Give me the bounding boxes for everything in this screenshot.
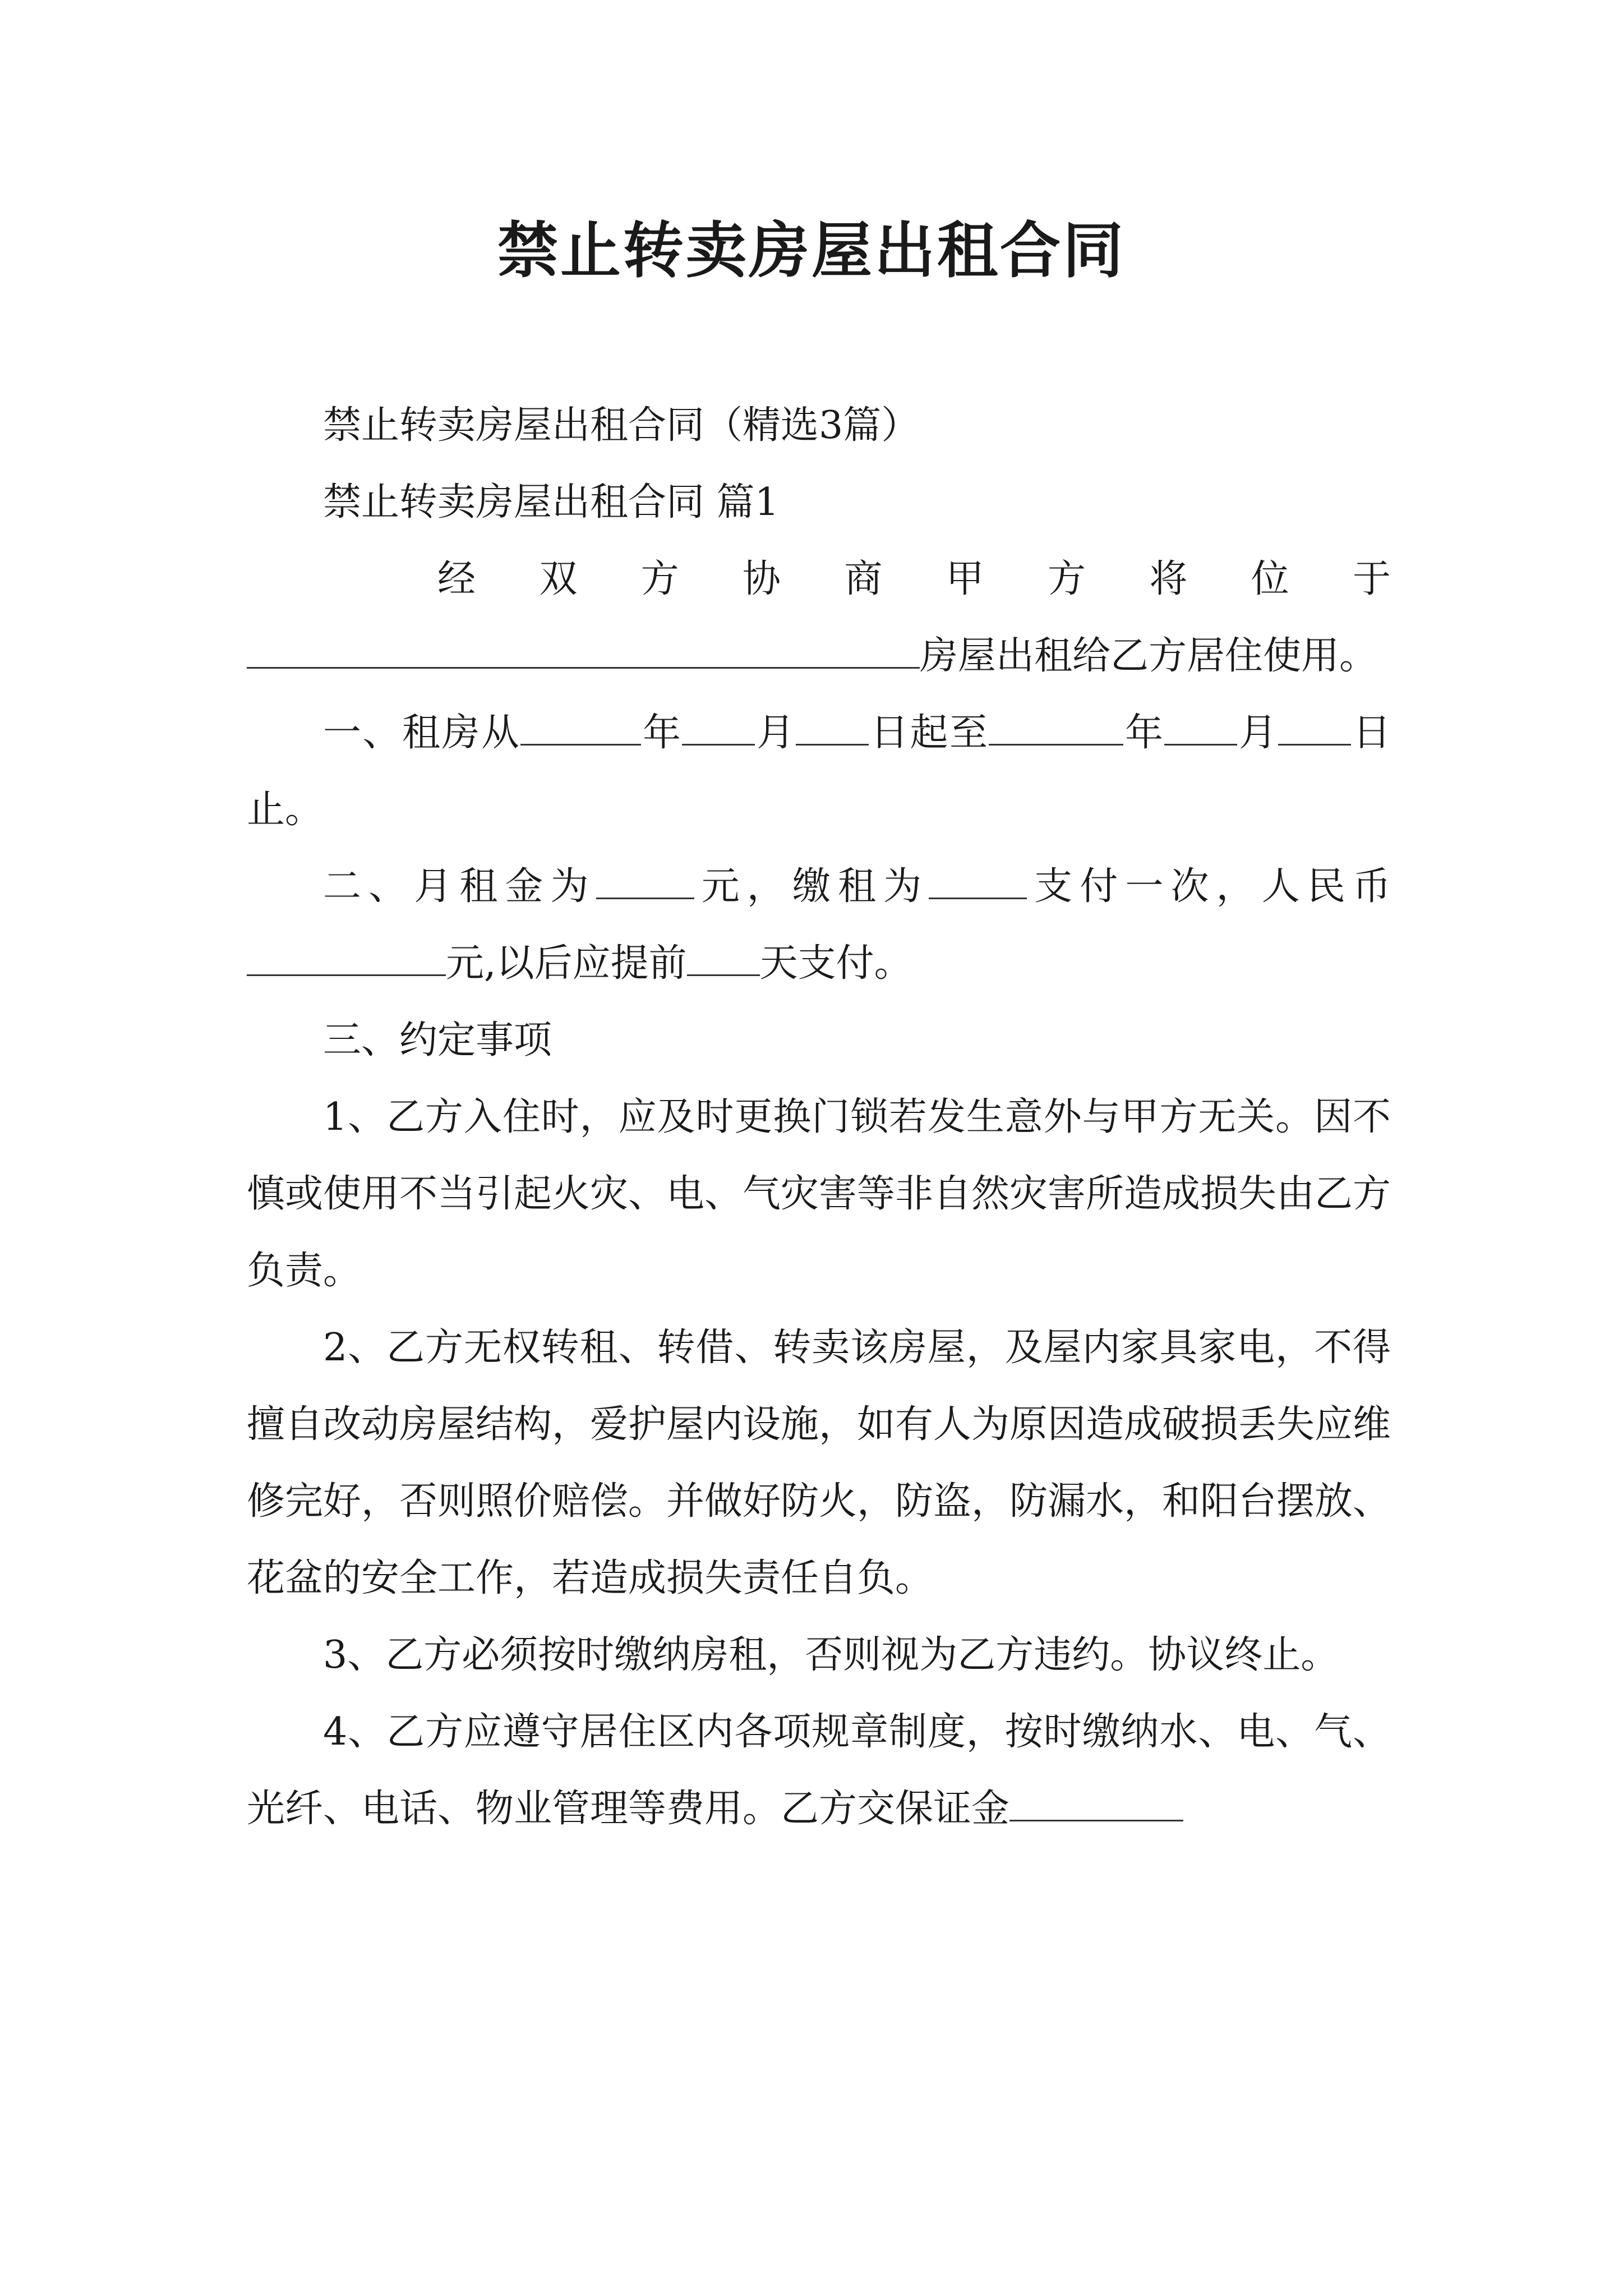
intro-text-part1: 经双方协商甲方将位于 xyxy=(437,557,1391,601)
start-day-blank xyxy=(796,710,869,746)
end-month-blank xyxy=(1164,710,1237,746)
agreement-item-2: 2、乙方无权转租、转借、转卖该房屋，及屋内家具家电，不得擅自改动房屋结构，爱护屋内设施，如有人为原因造成破损丢失应维修完好，否则照价赔偿。并做好防火，防盗，防漏水，和阳台摆放、花盆的安全工作，若造成损失责任自负。 xyxy=(247,1326,1391,1600)
subtitle: 禁止转卖房屋出租合同（精选3篇） xyxy=(323,403,920,448)
clause-3-heading: 三、约定事项 xyxy=(323,1018,552,1062)
rmb-amount-blank xyxy=(247,941,446,976)
payment-period-blank xyxy=(929,864,1027,899)
start-month-blank xyxy=(682,710,755,746)
end-year-blank xyxy=(989,710,1123,746)
clause-1-text-a: 一、租房从 xyxy=(323,711,521,755)
clause-1-text-b: 年 xyxy=(641,711,683,755)
clause-1-text-c: 月 xyxy=(755,711,796,755)
end-day-blank xyxy=(1278,710,1351,746)
section-heading: 禁止转卖房屋出租合同 篇1 xyxy=(323,480,779,524)
address-blank xyxy=(247,633,920,669)
clause-2 xyxy=(247,848,1391,1002)
agreement-item-3: 3、乙方必须按时缴纳房租，否则视为乙方违约。协议终止。 xyxy=(323,1633,1339,1677)
clause-1 xyxy=(247,694,1391,848)
clause-1-text-f: 月 xyxy=(1237,711,1279,755)
clause-2-text-d: 元,以后应提前 xyxy=(446,941,687,986)
agreement-item-1: 1、乙方入住时，应及时更换门锁若发生意外与甲方无关。因不慎或使用不当引起火灾、电、气灾害等非自然灾害所造成损失由乙方负责。 xyxy=(247,1095,1391,1293)
intro-text-part2: 房屋出租给乙方居住使用。 xyxy=(920,634,1378,678)
intro-paragraph xyxy=(247,541,1391,694)
start-year-blank xyxy=(520,710,641,746)
clause-1-text-e: 年 xyxy=(1123,711,1165,755)
clause-2-text-b: 元，缴租为 xyxy=(694,864,929,909)
clause-2-text-c: 支付一次，人民币 xyxy=(1027,864,1391,909)
agreement-item-4-text: 4、乙方应遵守居住区内各项规章制度，按时缴纳水、电、气、光纤、电话、物业管理等费用。乙方交保证金 xyxy=(247,1710,1391,1831)
clause-2-text-e: 天支付。 xyxy=(759,941,912,986)
clause-2-text-a: 二、月租金为 xyxy=(323,864,596,909)
clause-1-text-d: 日起至 xyxy=(869,711,989,755)
agreement-item-4 xyxy=(247,1694,1391,1847)
advance-days-blank xyxy=(687,941,760,976)
deposit-blank xyxy=(1009,1786,1183,1821)
document-title: 禁止转卖房屋出租合同 xyxy=(497,216,1126,286)
monthly-rent-blank xyxy=(596,864,694,899)
document-body xyxy=(247,387,1391,1847)
clause-1-text-g: 日止。 xyxy=(247,711,1391,832)
